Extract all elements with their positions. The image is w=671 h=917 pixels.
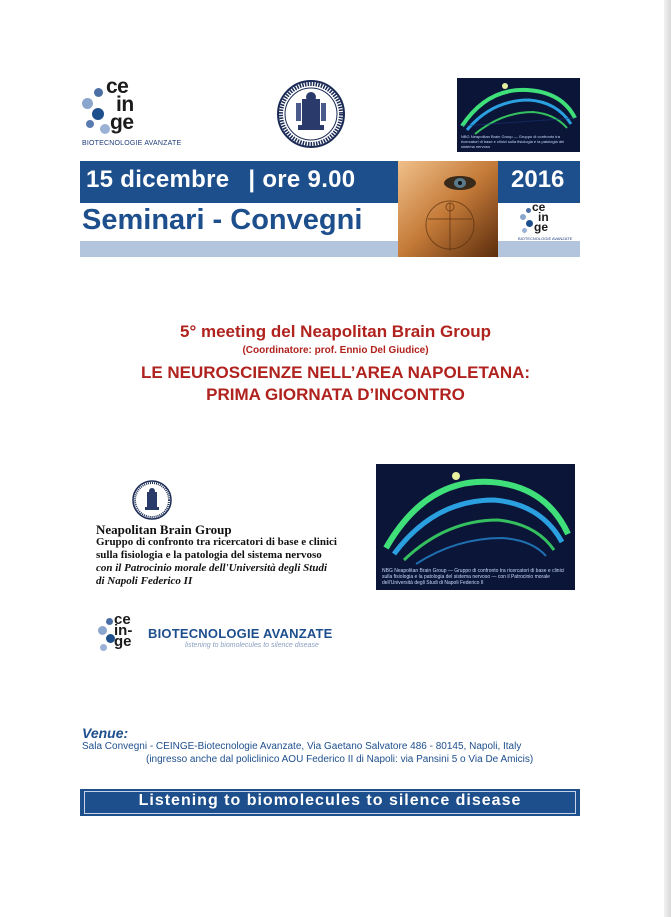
- logo-small-subtitle: BIOTECNOLOGIE AVANZATE: [518, 236, 573, 241]
- brain-image-caption: NBG Neapolitan Brain Group — Gruppo di confronto tra ricercatori di base e clinici sulla fisiologia e la patologia del sistema nervoso: [461, 134, 565, 149]
- coordinator-line: (Coordinatore: prof. Ennio Del Giudice): [242, 345, 429, 356]
- logo-text-ge: ge: [110, 111, 134, 134]
- nbg-line2: sulla fisiologia e la patologia del sistema nervoso: [96, 549, 322, 561]
- nbg-line4: di Napoli Federico II: [96, 575, 193, 587]
- logo-dot: [106, 618, 113, 625]
- series-title: Seminari - Convegni: [82, 204, 363, 236]
- nbg-title: Neapolitan Brain Group: [96, 522, 232, 537]
- logo-dot: [86, 120, 94, 128]
- logo-dot: [526, 220, 533, 227]
- logo-dot: [522, 228, 527, 233]
- logo-dot: [92, 108, 104, 120]
- logo-dot: [526, 208, 531, 213]
- biotech-name: BIOTECNOLOGIE AVANZATE: [148, 626, 333, 641]
- venue-label: Venue:: [82, 725, 129, 741]
- logo-text-in: in: [116, 93, 134, 116]
- event-subtitle-line2: PRIMA GIORNATA D’INCONTRO: [206, 385, 465, 404]
- footer-slogan: Listening to biomolecules to silence disease: [138, 792, 522, 809]
- event-date: 15 dicembre: [86, 166, 230, 193]
- biotech-logo-prefix: ce in- ge: [114, 611, 133, 650]
- nbg-seal-icon: [132, 480, 172, 520]
- logo-small-in: in: [538, 210, 549, 224]
- face-image: [398, 161, 498, 257]
- banner-strip: [80, 241, 580, 257]
- brain-middle-caption: NBG Neapolitan Brain Group — Gruppo di confronto tra ricercatori di base e clinici sulla fisiologia e la patologia del sistema nervoso — con il Patrocinio morale dell'Università degli Studi di Napoli Federico II: [382, 568, 565, 586]
- brain-image-middle: [376, 464, 575, 590]
- venue-address: Sala Convegni - CEINGE-Biotecnologie Avanzate, Via Gaetano Salvatore 486 - 80145, Napoli, Italy: [82, 741, 522, 752]
- logo-dot: [94, 88, 103, 97]
- page-edge: [664, 0, 671, 917]
- logo-dot: [98, 626, 107, 635]
- ceinge-logo-small: [518, 202, 574, 242]
- event-subtitle-line1: LE NEUROSCIENZE NELL’AREA NAPOLETANA:: [140, 363, 531, 382]
- brain-image-top: [457, 78, 580, 152]
- nbg-description: [96, 536, 366, 588]
- logo-dot: [100, 124, 110, 134]
- banner-date-time: [86, 166, 355, 194]
- logo-small-ce: ce: [532, 200, 546, 214]
- nbg-line3: con il Patrocinio morale dell'Università degli Studi: [96, 562, 328, 574]
- date-separator: |: [248, 166, 256, 193]
- ceinge-logo: [80, 75, 182, 150]
- logo-subtitle: BIOTECNOLOGIE AVANZATE: [82, 140, 182, 147]
- university-seal-icon: [276, 79, 346, 149]
- event-year: 2016: [511, 166, 565, 193]
- nbg-line1: Gruppo di confronto tra ricercatori di base e clinici: [96, 536, 337, 548]
- venue-access-note: (ingresso anche dal policlinico AOU Federico II di Napoli: via Pansini 5 o Via De Amicis): [146, 754, 534, 765]
- logo-dot: [520, 214, 526, 220]
- logo-dot: [100, 644, 107, 651]
- biotech-tagline: listening to biomolecules to silence disease: [185, 642, 319, 649]
- logo-dot: [82, 98, 93, 109]
- logo-text-ce: ce: [106, 75, 129, 98]
- event-time: ore 9.00: [262, 166, 356, 193]
- meeting-title: 5° meeting del Neapolitan Brain Group: [180, 322, 491, 341]
- logo-small-ge: ge: [534, 220, 549, 234]
